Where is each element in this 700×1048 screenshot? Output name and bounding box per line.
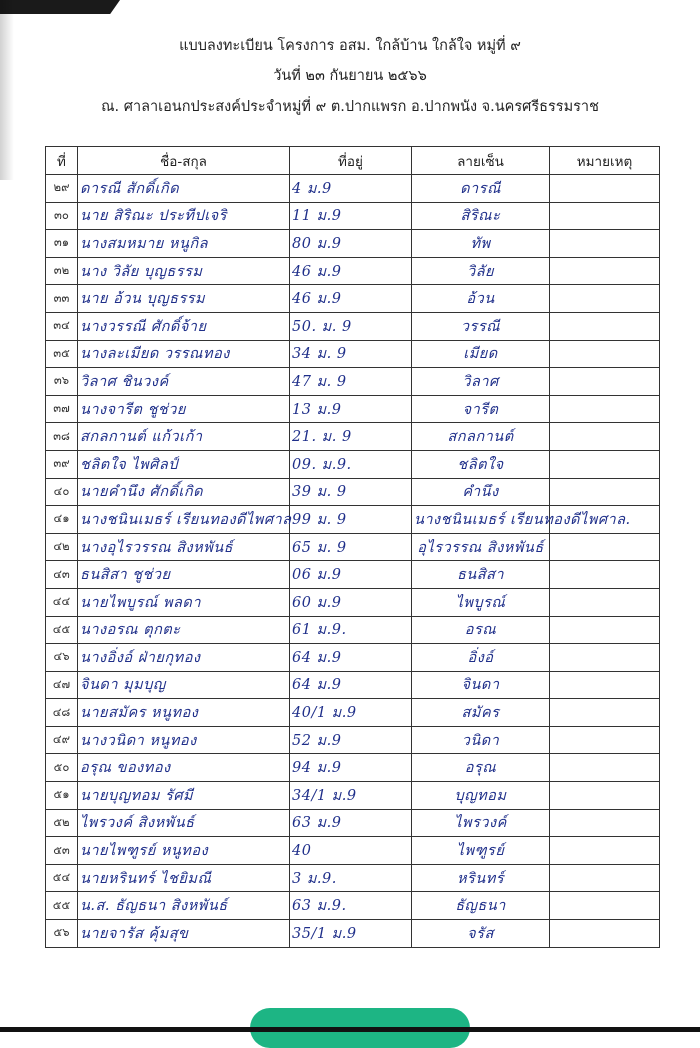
participant-note — [550, 423, 660, 451]
participant-note — [550, 395, 660, 423]
table-row — [46, 533, 660, 561]
participant-signature: สมัคร — [412, 699, 550, 727]
participant-address: 35/1 ม.9 — [290, 920, 412, 948]
table-row — [46, 782, 660, 810]
row-number: ๕๖ — [46, 920, 78, 948]
participant-signature: นางชนินเมธร์ เรียนทองดีไพศาล. — [412, 506, 550, 534]
row-number: ๓๖ — [46, 368, 78, 396]
row-number: ๕๔ — [46, 864, 78, 892]
participant-note — [550, 809, 660, 837]
row-number: ๓๗ — [46, 395, 78, 423]
table-row — [46, 450, 660, 478]
participant-name: สกลกานต์ แก้วเก้า — [78, 423, 290, 451]
participant-address: 09. ม.9. — [290, 450, 412, 478]
participant-signature: อรุณ — [412, 754, 550, 782]
participant-address: 34/1 ม.9 — [290, 782, 412, 810]
participant-note — [550, 920, 660, 948]
table-header-row — [46, 147, 660, 175]
participant-address: 46 ม.9 — [290, 257, 412, 285]
participant-note — [550, 257, 660, 285]
participant-signature: บุญทอม — [412, 782, 550, 810]
page-edge-shadow — [0, 0, 14, 180]
table-row — [46, 175, 660, 203]
row-number: ๔๓ — [46, 561, 78, 589]
participant-address: 40/1 ม.9 — [290, 699, 412, 727]
participant-signature: ทัพ — [412, 230, 550, 258]
table-row — [46, 478, 660, 506]
table-body — [46, 175, 660, 948]
row-number: ๔๖ — [46, 644, 78, 672]
participant-name: นางอุไรวรรณ สิงหพันธ์ — [78, 533, 290, 561]
participant-name: นางจารีต ชูช่วย — [78, 395, 290, 423]
participant-address: 65 ม. 9 — [290, 533, 412, 561]
participant-signature: จารีต — [412, 395, 550, 423]
participant-signature: อิ่งอ์ — [412, 644, 550, 672]
participant-name: นายไพบูรณ์ พลดา — [78, 588, 290, 616]
row-number: ๓๓ — [46, 285, 78, 313]
participant-note — [550, 892, 660, 920]
participant-address: 46 ม.9 — [290, 285, 412, 313]
participant-address: 4 ม.9 — [290, 175, 412, 203]
participant-name: น.ส. ธัญธนา สิงหพันธ์ — [78, 892, 290, 920]
participant-address: 50. ม. 9 — [290, 312, 412, 340]
column-header-note: หมายเหตุ — [550, 147, 660, 175]
row-number: ๕๓ — [46, 837, 78, 865]
row-number: ๔๔ — [46, 588, 78, 616]
participant-name: ไพรวงค์ สิงหพันธ์ — [78, 809, 290, 837]
participant-note — [550, 864, 660, 892]
participant-address: 52 ม.9 — [290, 726, 412, 754]
participant-signature: ไพบูรณ์ — [412, 588, 550, 616]
participant-address: 64 ม.9 — [290, 644, 412, 672]
document-title: แบบลงทะเบียน โครงการ อสม. ใกล้บ้าน ใกล้ใจ หมู่ที่ ๙ — [179, 38, 521, 54]
row-number: ๕๐ — [46, 754, 78, 782]
participant-name: นาย สิริณะ ประทีปเจริ — [78, 202, 290, 230]
participant-signature: ไพรวงค์ — [412, 809, 550, 837]
participant-signature: อ้วน — [412, 285, 550, 313]
participant-signature: ไพฑูรย์ — [412, 837, 550, 865]
table-row — [46, 230, 660, 258]
participant-signature: ชลิตใจ — [412, 450, 550, 478]
participant-name: นาย อ้วน บุญธรรม — [78, 285, 290, 313]
participant-note — [550, 202, 660, 230]
participant-name: ชลิตใจ ไพศิลป์ — [78, 450, 290, 478]
table-row — [46, 837, 660, 865]
table-row — [46, 285, 660, 313]
row-number: ๕๕ — [46, 892, 78, 920]
participant-name: ดารณี สักดิ์เกิด — [78, 175, 290, 203]
participant-note — [550, 726, 660, 754]
participant-note — [550, 368, 660, 396]
participant-address: 63 ม.9 — [290, 809, 412, 837]
bottom-edge-bar — [0, 1027, 700, 1032]
column-header-address: ที่อยู่ — [290, 147, 412, 175]
participant-address: 94 ม.9 — [290, 754, 412, 782]
row-number: ๕๑ — [46, 782, 78, 810]
table-row — [46, 202, 660, 230]
participant-name: นาง วิลัย บุญธรรม — [78, 257, 290, 285]
participant-name: นายไพฑูรย์ หนูทอง — [78, 837, 290, 865]
participant-signature: ดารณี — [412, 175, 550, 203]
participant-name: นายจารัส คุ้มสุข — [78, 920, 290, 948]
table-row — [46, 423, 660, 451]
table-row — [46, 864, 660, 892]
participant-note — [550, 312, 660, 340]
participant-signature: วรรณี — [412, 312, 550, 340]
participant-name: นายหรินทร์ ไชยิมณี — [78, 864, 290, 892]
participant-note — [550, 340, 660, 368]
participant-note — [550, 230, 660, 258]
table-row — [46, 671, 660, 699]
participant-note — [550, 175, 660, 203]
participant-address: 60 ม.9 — [290, 588, 412, 616]
row-number: ๓๔ — [46, 312, 78, 340]
photo-corner-shadow — [0, 0, 120, 14]
participant-name: จินดา มุมบุญ — [78, 671, 290, 699]
participant-note — [550, 644, 660, 672]
row-number: ๔๘ — [46, 699, 78, 727]
table-row — [46, 561, 660, 589]
participant-address: 06 ม.9 — [290, 561, 412, 589]
table-row — [46, 699, 660, 727]
table-row — [46, 395, 660, 423]
row-number: ๔๑ — [46, 506, 78, 534]
participant-signature: อุไรวรรณ สิงหพันธ์ — [412, 533, 550, 561]
participant-name: นางชนินเมธร์ เรียนทองดีไพศาล — [78, 506, 290, 534]
row-number: ๔๗ — [46, 671, 78, 699]
participant-signature: สิริณะ — [412, 202, 550, 230]
participant-address: 61 ม.9. — [290, 616, 412, 644]
participant-name: นางวรรณี ศักดิ์จ้าย — [78, 312, 290, 340]
participant-note — [550, 588, 660, 616]
participant-name: อรุณ ของทอง — [78, 754, 290, 782]
participant-name: วิลาศ ชินวงค์ — [78, 368, 290, 396]
participant-signature: ธัญธนา — [412, 892, 550, 920]
row-number: ๔๕ — [46, 616, 78, 644]
participant-signature: วนิดา — [412, 726, 550, 754]
participant-note — [550, 285, 660, 313]
participant-note — [550, 837, 660, 865]
row-number: ๓๘ — [46, 423, 78, 451]
participant-name: นางอิ่งอ์ ฝ่ายกุทอง — [78, 644, 290, 672]
row-number: ๕๒ — [46, 809, 78, 837]
participant-address: 80 ม.9 — [290, 230, 412, 258]
participant-signature: คำนึง — [412, 478, 550, 506]
participant-address: 13 ม.9 — [290, 395, 412, 423]
row-number: ๓๑ — [46, 230, 78, 258]
row-number: ๒๙ — [46, 175, 78, 203]
participant-address: 64 ม.9 — [290, 671, 412, 699]
participant-signature: วิลาศ — [412, 368, 550, 396]
participant-note — [550, 561, 660, 589]
participant-signature: วิลัย — [412, 257, 550, 285]
table-row — [46, 644, 660, 672]
row-number: ๔๒ — [46, 533, 78, 561]
document-date: วันที่ ๒๓ กันยายน ๒๕๖๖ — [273, 68, 427, 84]
participant-signature: อรณ — [412, 616, 550, 644]
participant-address: 21. ม. 9 — [290, 423, 412, 451]
participant-note — [550, 671, 660, 699]
column-header-name: ชื่อ-สกุล — [78, 147, 290, 175]
row-number: ๓๕ — [46, 340, 78, 368]
column-header-signature: ลายเซ็น — [412, 147, 550, 175]
table-row — [46, 754, 660, 782]
participant-name: นายบุญทอม รัศมี — [78, 782, 290, 810]
table-row — [46, 892, 660, 920]
participant-signature: จรัส — [412, 920, 550, 948]
participant-signature: เมียด — [412, 340, 550, 368]
table-row — [46, 506, 660, 534]
participant-address: 39 ม. 9 — [290, 478, 412, 506]
participant-name: นางอรณ ตุกตะ — [78, 616, 290, 644]
participant-name: ธนสิสา ชูช่วย — [78, 561, 290, 589]
participant-address: 40 — [290, 837, 412, 865]
participant-name: นายสมัคร หนูทอง — [78, 699, 290, 727]
participant-signature: หรินทร์ — [412, 864, 550, 892]
participant-note — [550, 533, 660, 561]
participant-note — [550, 450, 660, 478]
participant-name: นายคำนึง ศักดิ์เกิด — [78, 478, 290, 506]
participant-address: 47 ม. 9 — [290, 368, 412, 396]
table-row — [46, 312, 660, 340]
row-number: ๓๙ — [46, 450, 78, 478]
row-number: ๓๐ — [46, 202, 78, 230]
participant-address: 11 ม.9 — [290, 202, 412, 230]
row-number: ๓๒ — [46, 257, 78, 285]
participant-note — [550, 616, 660, 644]
row-number: ๔๙ — [46, 726, 78, 754]
participant-signature: สกลกานต์ — [412, 423, 550, 451]
participant-address: 99 ม. 9 — [290, 506, 412, 534]
column-header-number: ที่ — [46, 147, 78, 175]
table-row — [46, 340, 660, 368]
table-row — [46, 616, 660, 644]
participant-note — [550, 782, 660, 810]
table-row — [46, 368, 660, 396]
table-row — [46, 257, 660, 285]
participant-name: นางวนิดา หนูทอง — [78, 726, 290, 754]
participant-address: 34 ม. 9 — [290, 340, 412, 368]
participant-address: 3 ม.9. — [290, 864, 412, 892]
table-row — [46, 726, 660, 754]
participant-name: นางละเมียด วรรณทอง — [78, 340, 290, 368]
document-venue: ณ. ศาลาเอนกประสงค์ประจำหมู่ที่ ๙ ต.ปากแพรก อ.ปากพนัง จ.นครศรีธรรมราช — [101, 99, 599, 115]
participant-signature: จินดา — [412, 671, 550, 699]
participant-note — [550, 478, 660, 506]
table-row — [46, 920, 660, 948]
participant-name: นางสมหมาย หนูกิล — [78, 230, 290, 258]
table-row — [46, 588, 660, 616]
participant-note — [550, 699, 660, 727]
table-row — [46, 809, 660, 837]
participant-signature: ธนสิสา — [412, 561, 550, 589]
participant-note — [550, 754, 660, 782]
row-number: ๔๐ — [46, 478, 78, 506]
registration-table — [45, 146, 660, 948]
participant-address: 63 ม.9. — [290, 892, 412, 920]
